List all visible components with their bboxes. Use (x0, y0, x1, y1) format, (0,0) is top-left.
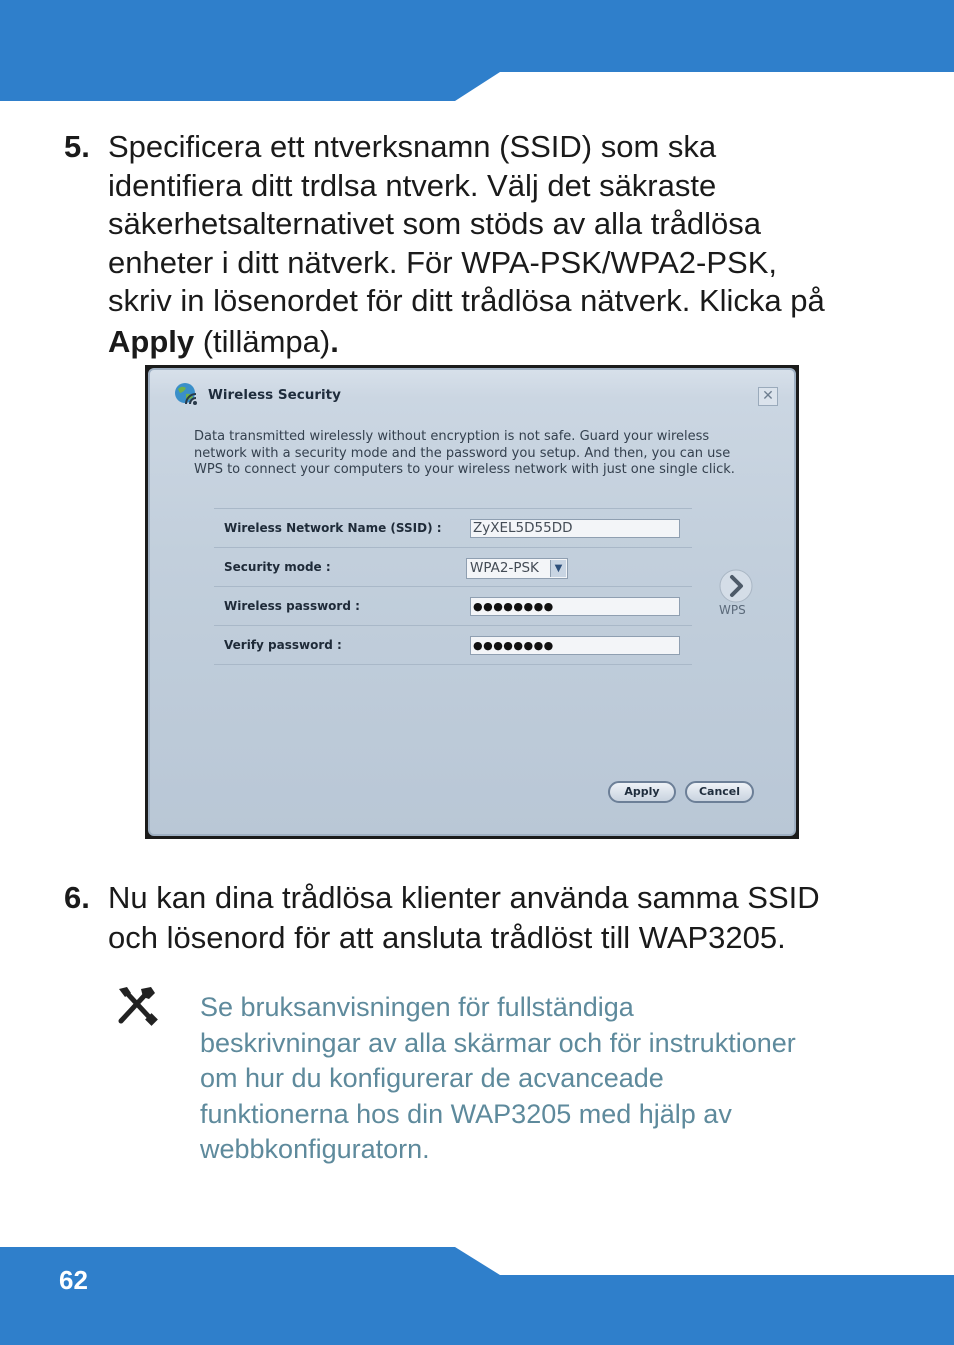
step-6-text (108, 879, 820, 957)
bottom-band (0, 1247, 954, 1345)
dialog-title: Wireless Security (208, 387, 341, 403)
apply-button[interactable]: Apply (608, 781, 676, 803)
wps-arrow-icon[interactable] (718, 568, 754, 604)
step-5-last-line (108, 323, 825, 362)
password-input[interactable]: ●●●●●●●● (470, 597, 680, 616)
wireless-globe-icon (172, 380, 202, 408)
step-5-line: identifiera ditt trdlsa ntverk. Välj det säkraste (108, 167, 717, 203)
step-5-line: skriv in lösenordet för ditt trådlösa nätverk. Klicka på (108, 283, 825, 318)
step-5-line: säkerhetsalternativet som stöds av alla trådlösa (108, 206, 762, 241)
verify-password-input[interactable]: ●●●●●●●● (470, 636, 680, 655)
step-5-number: 5. (64, 129, 90, 164)
form-row-password (214, 587, 692, 626)
chevron-down-icon: ▼ (550, 560, 566, 577)
note-line: webbkonfiguratorn. (200, 1134, 430, 1164)
form-row-security-mode (214, 548, 692, 587)
security-mode-value: WPA2-PSK (470, 560, 539, 576)
step-6-number: 6. (64, 880, 90, 915)
wireless-security-dialog (148, 368, 796, 836)
step-6-line: Nu kan dina trådlösa klienter använda samma SSID (108, 880, 820, 915)
tools-icon (115, 985, 161, 1027)
step-5-line: Specificera ett ntverksnamn (SSID) som ska (108, 129, 717, 164)
step-6 (64, 879, 820, 957)
note-text (200, 990, 850, 1168)
step-5 (64, 128, 825, 361)
verify-password-label: Verify password : (224, 638, 342, 652)
step-5-line: enheter i ditt nätverk. För WPA-PSK/WPA2-PSK, (108, 244, 778, 280)
password-label: Wireless password : (224, 599, 360, 613)
wps-label: WPS (719, 603, 746, 617)
security-mode-select[interactable] (466, 558, 568, 579)
security-form (214, 508, 692, 665)
cancel-button[interactable]: Cancel (685, 781, 754, 803)
step-5-text (108, 128, 825, 361)
form-row-ssid (214, 508, 692, 548)
form-row-verify-password (214, 626, 692, 665)
dialog-intro: Data transmitted wirelessly without encryption is not safe. Guard your wireless network with a security mode and the password you setup. And then, you can use WPS to connect your computers to your wireless network with just one single click. (194, 429, 735, 477)
step-5-period: . (330, 323, 339, 359)
wireless-security-screenshot (145, 365, 799, 839)
top-band (0, 0, 954, 101)
note-line: Se bruksanvisningen för fullständiga (200, 992, 634, 1022)
note-line: om hur du konfigurerar de acvanceade (200, 1063, 664, 1093)
page-number: 62 (59, 1265, 88, 1295)
ssid-input[interactable]: ZyXEL5D55DD (470, 519, 680, 538)
apply-translation: (tillämpa) (194, 323, 331, 359)
ssid-label: Wireless Network Name (SSID) : (224, 521, 442, 535)
security-mode-label: Security mode : (224, 560, 331, 574)
apply-term: Apply (108, 323, 195, 359)
note-line: funktionerna hos din WAP3205 med hjälp av (200, 1098, 732, 1129)
close-button[interactable] (758, 387, 778, 406)
close-icon: ✕ (762, 388, 774, 404)
step-6-line: och lösenord för att ansluta trådlöst till WAP3205. (108, 919, 786, 955)
note-line: beskrivningar av alla skärmar och för instruktioner (200, 1027, 796, 1058)
